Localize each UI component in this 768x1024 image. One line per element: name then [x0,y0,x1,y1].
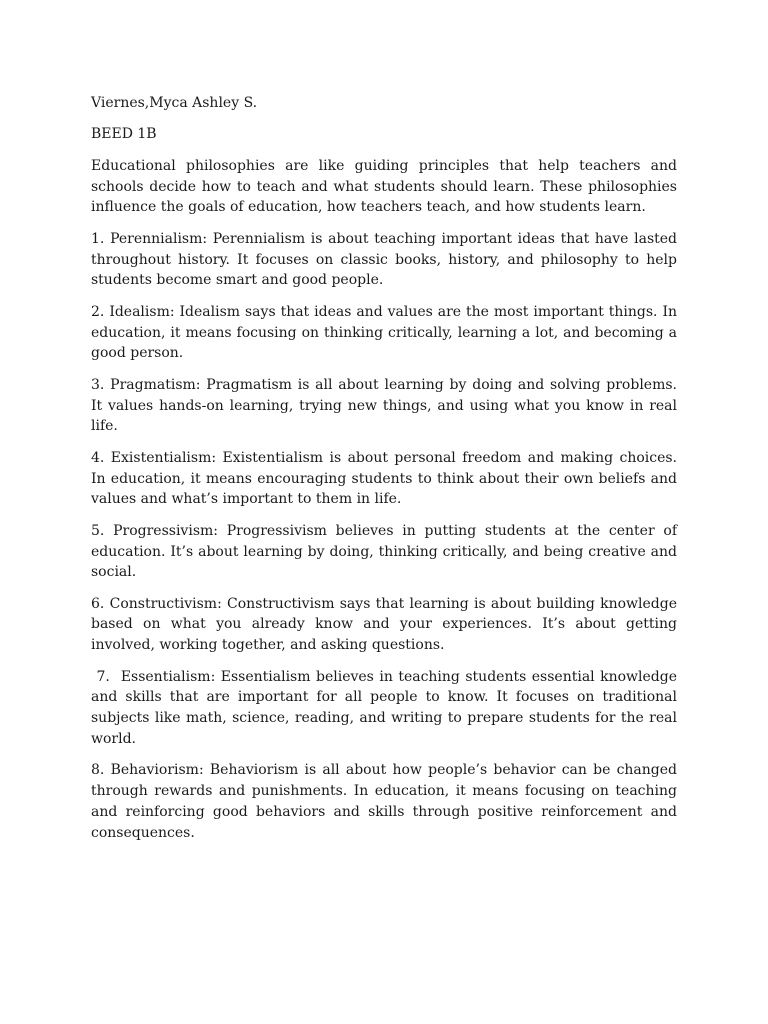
item-number: 4. [91,449,105,466]
philosophy-item-essentialism [91,667,677,750]
item-text: Essentialism: Essentialism believes in teaching students essential knowledge and skills that are important for all people to know. It focuses on traditional subjects like math, science, reading, and writing to prepare students for the real world. [91,668,678,748]
item-text: Progressivism: Progressivism believes in putting students at the center of education. It’s about learning by doing, thinking critically, and being creative and social. [91,522,678,581]
philosophy-item-pragmatism [91,375,677,437]
philosophy-item-progressivism [91,521,677,583]
philosophy-item-behaviorism [91,760,677,843]
section-label: BEED 1B [91,126,157,143]
item-number: 1. [91,230,105,247]
intro-paragraph: Educational philosophies are like guiding principles that help teachers and schools decide how to teach and what students should learn. These philosophies influence the goals of education, how teachers teach, and how students learn. [91,157,677,216]
item-text: Pragmatism: Pragmatism is all about learning by doing and solving problems. It values hands-on learning, trying new things, and using what you know in real life. [91,376,677,435]
item-number: 8. [91,762,105,779]
item-number: 6. [91,595,105,612]
philosophy-item-existentialism [91,448,677,510]
philosophy-item-perennialism [91,229,677,291]
item-number: 5. [91,522,105,539]
item-text: Idealism: Idealism says that ideas and values are the most important things. In education, it means focusing on thinking critically, learning a lot, and becoming a good person. [91,303,677,362]
item-text: Perennialism: Perennialism is about teaching important ideas that have lasted throughout history. It focuses on classic books, history, and philosophy to help students become smart and good people. [91,230,678,289]
item-text: Existentialism: Existentialism is about personal freedom and making choices. In education, it means encouraging students to think about their own beliefs and values and what’s important to them in life. [91,449,678,508]
item-number: 3. [91,376,105,393]
philosophy-item-constructivism [91,594,677,656]
item-text: Constructivism: Constructivism says that learning is about building knowledge based on what you already know and your experiences. It’s about getting involved, working together, and asking questions. [91,595,678,654]
author-name: Viernes,Myca Ashley S. [91,95,258,111]
philosophy-item-idealism [91,302,677,364]
item-text: Behaviorism: Behaviorism is all about how people’s behavior can be changed through rewards and punishments. In education, it means focusing on teaching and reinforcing good behaviors and skills through positive reinforcement and consequences. [91,762,677,841]
item-number: 2. [91,303,105,320]
item-number: 7. [91,668,116,685]
